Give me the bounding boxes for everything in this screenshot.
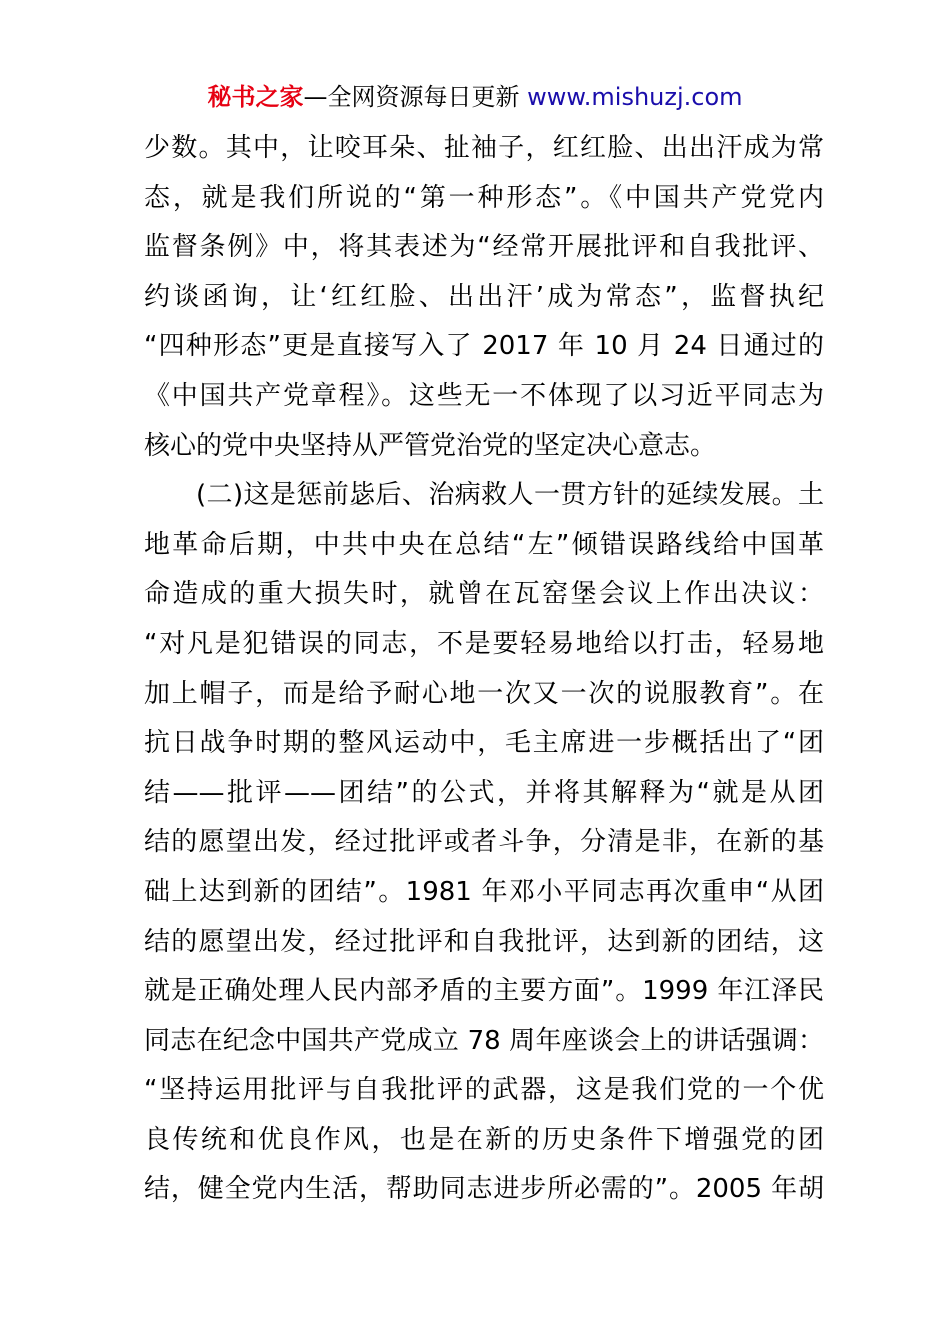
- page-header: [0, 80, 950, 114]
- text-line: 地革命后期，中共中央在总结“左”倾错误路线给中国革: [144, 529, 824, 560]
- brand-name: 秘书之家: [207, 83, 304, 111]
- text-line: 加上帽子，而是给予耐心地一次又一次的说服教育”。在: [144, 678, 824, 709]
- text-line: 《中国共产党章程》。这些无一不体现了以习近平同志为: [144, 380, 824, 411]
- site-url-link[interactable]: www.mishuzj.com: [527, 83, 743, 111]
- text-line-paragraph-end: 核心的党中央坚持从严管党治党的坚定决心意志。: [144, 430, 717, 461]
- text-line: “坚持运用批评与自我批评的武器，这是我们党的一个优: [144, 1075, 824, 1106]
- header-tagline: —全网资源每日更新: [303, 83, 520, 111]
- text-line: 础上达到新的团结”。1981 年邓小平同志再次重申“从团: [144, 876, 824, 907]
- text-line: 良传统和优良作风，也是在新的历史条件下增强党的团: [144, 1124, 824, 1155]
- text-line: 结——批评——团结”的公式，并将其解释为“就是从团: [144, 777, 824, 808]
- text-line-paragraph-start: (二)这是惩前毖后、治病救人一贯方针的延续发展。土: [196, 480, 824, 511]
- text-line: 约谈函询，让‘红红脸、出出汗’成为常态”，监督执纪: [144, 281, 824, 312]
- text-line: 结，健全党内生活，帮助同志进步所必需的”。2005 年胡: [144, 1174, 824, 1205]
- text-line: “对凡是犯错误的同志，不是要轻易地给以打击，轻易地: [144, 628, 824, 659]
- text-line: 态，就是我们所说的“第一种形态”。《中国共产党党内: [144, 182, 824, 213]
- text-line: 结的愿望出发，经过批评和自我批评，达到新的团结，这: [144, 926, 824, 957]
- text-line: 监督条例》中，将其表述为“经常开展批评和自我批评、: [144, 232, 824, 263]
- document-body: [144, 124, 824, 1215]
- text-line: 就是正确处理人民内部矛盾的主要方面”。1999 年江泽民: [144, 976, 824, 1007]
- text-line: “四种形态”更是直接写入了 2017 年 10 月 24 日通过的: [144, 331, 824, 362]
- text-line: 同志在纪念中国共产党成立 78 周年座谈会上的讲话强调：: [144, 1025, 824, 1056]
- text-line: 结的愿望出发，经过批评或者斗争，分清是非，在新的基: [144, 827, 824, 858]
- text-line: 少数。其中，让咬耳朵、扯袖子，红红脸、出出汗成为常: [144, 133, 824, 163]
- text-line: 抗日战争时期的整风运动中，毛主席进一步概括出了“团: [144, 728, 824, 759]
- text-line: 命造成的重大损失时，就曾在瓦窑堡会议上作出决议：: [144, 579, 824, 610]
